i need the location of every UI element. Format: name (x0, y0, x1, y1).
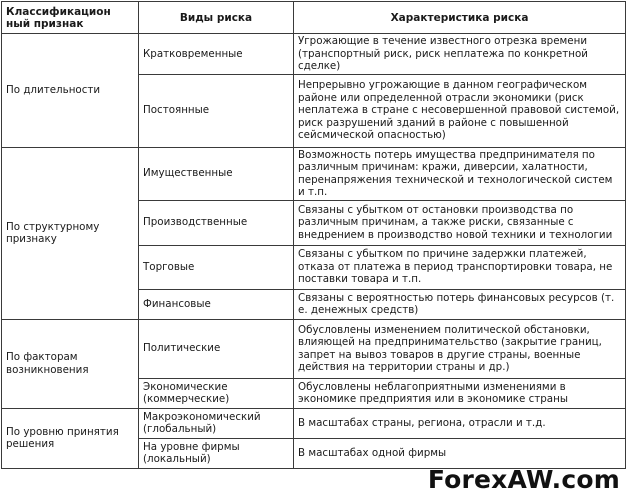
header-risk-types: Виды риска (139, 2, 294, 34)
table-header-row (2, 2, 626, 34)
risk-desc-cell: Возможность потерь имущества предпринимателя по различным причинам: кражи, диверсии, халатности, перенапряжения технической и технологической систем и т.п. (294, 147, 626, 200)
risk-type-cell: Торговые (139, 245, 294, 289)
watermark-text: ForexAW.com (427, 465, 620, 494)
risk-desc-cell: Обусловлены неблагоприятными изменениями в экономике предприятия или в экономике страны (294, 378, 626, 408)
header-classification-line2: ный признак (6, 17, 84, 30)
risk-type-cell: Производственные (139, 200, 294, 245)
category-cell: По уровню принятия решения (2, 408, 139, 468)
risk-desc-cell: Связаны с убытком по причине задержки платежей, отказа от платежа в период транспортировки товара, не поставки товара и т.п. (294, 245, 626, 289)
risk-classification-table (1, 1, 626, 469)
risk-type-cell: На уровне фирмы (локальный) (139, 438, 294, 468)
risk-type-cell: Финансовые (139, 289, 294, 319)
header-classification-line1: Классификацион (6, 5, 111, 18)
category-cell: По структурному признаку (2, 147, 139, 319)
category-cell: По длительности (2, 34, 139, 148)
table-row (2, 147, 626, 200)
risk-desc-cell: Непрерывно угрожающие в данном географическом районе или определенной отрасли экономики (риск неплатежа в стране с несовершенной правовой системой, риск разрушений зданий в районе с повышенной сейсмической опасностью) (294, 74, 626, 147)
risk-desc-cell: В масштабах одной фирмы (294, 438, 626, 468)
risk-type-cell: Политические (139, 319, 294, 378)
risk-type-cell: Имущественные (139, 147, 294, 200)
risk-desc-cell: Связаны с убытком от остановки производства по различным причинам, а также риски, связанные с внедрением в производство новой техники и технологии (294, 200, 626, 245)
risk-type-cell: Макроэкономический (глобальный) (139, 408, 294, 438)
risk-type-cell: Кратковременные (139, 34, 294, 75)
table-row (2, 319, 626, 378)
risk-desc-cell: Обусловлены изменением политической обстановки, влияющей на предпринимательство (закрытие границ, запрет на вывоз товаров в другие страны, военные действия на территории страны и др.) (294, 319, 626, 378)
header-classification (2, 2, 139, 34)
risk-desc-cell: Связаны с вероятностью потерь финансовых ресурсов (т. е. денежных средств) (294, 289, 626, 319)
risk-desc-cell: В масштабах страны, региона, отрасли и т.д. (294, 408, 626, 438)
risk-desc-cell: Угрожающие в течение известного отрезка времени (транспортный риск, риск неплатежа по конкретной сделке) (294, 34, 626, 75)
table-row (2, 408, 626, 438)
header-risk-characteristic: Характеристика риска (294, 2, 626, 34)
category-cell: По факторам возникновения (2, 319, 139, 408)
risk-type-cell: Экономические (коммерческие) (139, 378, 294, 408)
risk-type-cell: Постоянные (139, 74, 294, 147)
table-row (2, 34, 626, 75)
